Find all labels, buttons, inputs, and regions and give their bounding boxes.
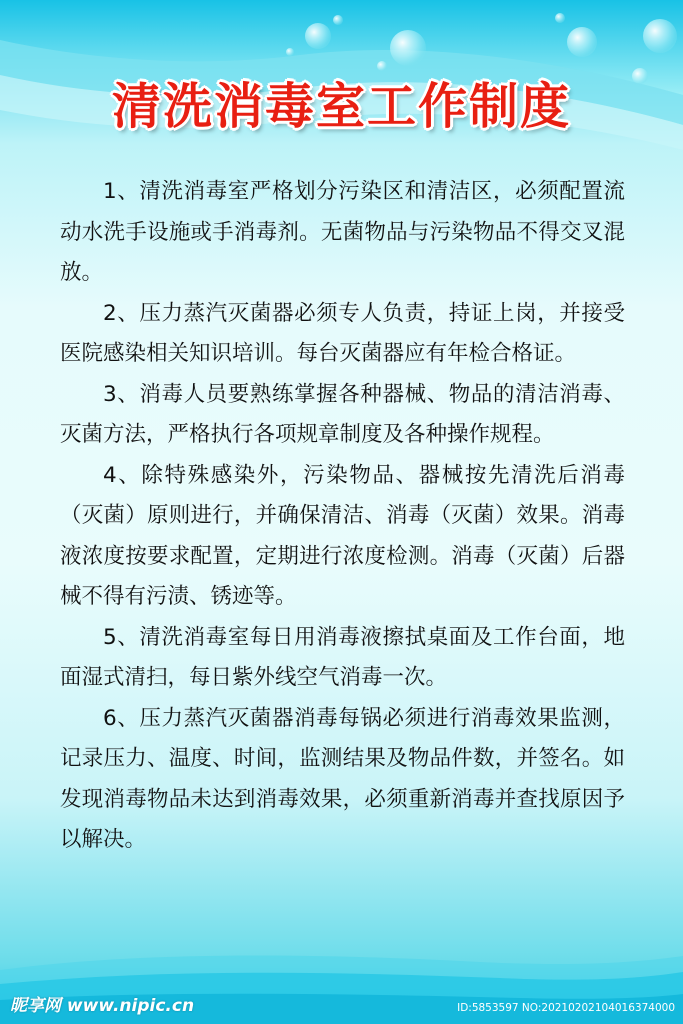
rules-body: [60, 172, 625, 861]
bubble: [555, 13, 565, 23]
bubble: [567, 27, 597, 57]
bubble: [333, 15, 343, 25]
rule-paragraph-1: 1、清洗消毒室严格划分污染区和清洁区，必须配置流动水洗手设施或手消毒剂。无菌物品与污染物品不得交叉混放。: [60, 179, 625, 285]
watermark-site: 昵享网 www.nipic.cn: [10, 996, 195, 1016]
rule-paragraph-3: 3、消毒人员要熟练掌握各种器械、物品的清洁消毒、灭菌方法，严格执行各项规章制度及各种操作规程。: [60, 381, 625, 447]
rule-paragraph-5: 5、清洗消毒室每日用消毒液擦拭桌面及工作台面，地面湿式清扫，每日紫外线空气消毒一次。: [60, 624, 625, 690]
watermark-id: ID:5853597 NO:20210202104016374000: [457, 1002, 675, 1014]
bubble: [286, 48, 294, 56]
rule-paragraph-2: 2、压力蒸汽灭菌器必须专人负责，持证上岗，并接受医院感染相关知识培训。每台灭菌器应有年检合格证。: [60, 300, 625, 366]
bubble: [390, 30, 426, 66]
rule-paragraph-6: 6、压力蒸汽灭菌器消毒每锅必须进行消毒效果监测，记录压力、温度、时间，监测结果及物品件数，并签名。如发现消毒物品未达到消毒效果，必须重新消毒并查找原因予以解决。: [60, 705, 625, 852]
poster-title: 清洗消毒室工作制度: [111, 78, 571, 135]
rule-paragraph-4: 4、除特殊感染外，污染物品、器械按先清洗后消毒（灭菌）原则进行，并确保清洁、消毒（灭菌）效果。消毒液浓度按要求配置，定期进行浓度检测。消毒（灭菌）后器械不得有污渍、锈迹等。: [60, 462, 625, 609]
bubble: [643, 19, 677, 53]
bubble: [305, 23, 331, 49]
